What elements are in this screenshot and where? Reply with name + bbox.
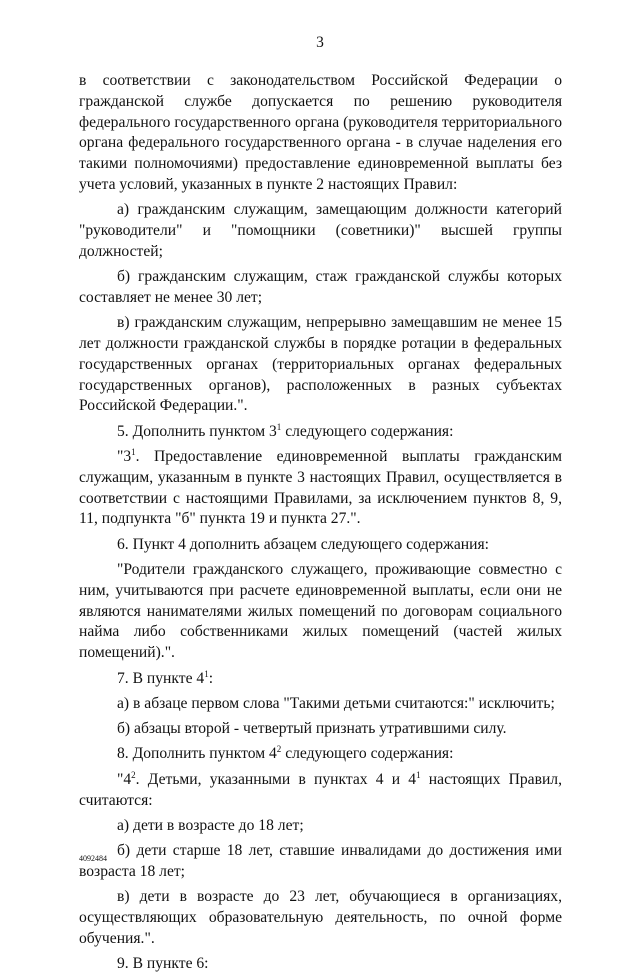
paragraph xyxy=(79,71,562,196)
paragraph-text: "Родители гражданского служащего, проживающие совместно с ним, учитываются при расчете единовременной выплаты, если они не являются нанимателями жилых помещений по договорам социального найма либо собственниками жилых помещений (частей жилых помещений).". xyxy=(79,561,562,662)
paragraph xyxy=(79,841,562,883)
paragraph-text: в) гражданским служащим, непрерывно замещавшим не менее 15 лет должности гражданской службы в порядке ротации в федеральных государственных органах (территориальных органах федеральных государственных органов), расположенных в разных субъектах Российской Федерации.". xyxy=(79,314,562,415)
superscript: 1 xyxy=(204,668,209,679)
paragraph xyxy=(79,447,562,530)
paragraph-text: б) абзацы второй - четвертый признать утратившими силу. xyxy=(117,720,507,738)
paragraph xyxy=(79,887,562,949)
paragraph xyxy=(79,954,562,975)
paragraph-text: а) в абзаце первом слова "Такими детьми считаются:" исключить; xyxy=(117,694,555,712)
paragraph xyxy=(79,770,562,812)
paragraph-text: "3 xyxy=(117,448,132,466)
paragraph-text: в соответствии с законодательством Российской Федерации о гражданской службе допускается по решению руководителя федерального государственного органа (руководителя территориального органа федерального государственного органа - в случае наделения его такими полномочиями) предоставление единовременной выплаты без учета условий, указанных в пункте 2 настоящих Правил: xyxy=(79,72,562,193)
paragraph-text: 9. В пункте 6: xyxy=(117,955,209,973)
superscript: 1 xyxy=(131,447,136,458)
paragraph xyxy=(79,200,562,262)
paragraph xyxy=(79,422,562,443)
document-code: 4092484 xyxy=(79,854,107,863)
superscript: 1 xyxy=(276,421,282,432)
paragraph xyxy=(79,267,562,309)
paragraph xyxy=(79,535,562,556)
paragraph-text: следующего содержания: xyxy=(281,745,454,763)
paragraph xyxy=(79,669,562,690)
paragraph-text: б) дети старше 18 лет, ставшие инвалидами до достижения ими возраста 18 лет; xyxy=(79,842,562,880)
paragraph-text: . Детьми, указанными в пунктах 4 и 4 xyxy=(135,770,417,788)
paragraph-text: 6. Пункт 4 дополнить абзацем следующего содержания: xyxy=(117,535,489,553)
paragraph-text: 8. Дополнить пунктом 4 xyxy=(117,745,277,763)
paragraph-text: настоящих Правил, считаются: xyxy=(79,770,562,809)
paragraph-text: в) дети в возрасте до 23 лет, обучающиеся в организациях, осуществляющих образовательную деятельность, по очной форме обучения.". xyxy=(79,888,562,947)
paragraph-text: : xyxy=(208,669,214,687)
superscript: 2 xyxy=(131,769,136,780)
paragraph-text: . Предоставление единовременной выплаты гражданским служащим, указанным в пункте 3 настоящих Правил, осуществляется в соответствии с настоящими Правилами, за исключением пунктов 8, 9, 11, подпункта "б" пункта 19 и пункта 27.". xyxy=(79,448,562,528)
paragraph xyxy=(79,694,562,715)
paragraph-text: "4 xyxy=(117,770,132,788)
paragraph-text: следующего содержания: xyxy=(281,422,454,440)
paragraph-text: 5. Дополнить пунктом 3 xyxy=(117,422,277,440)
paragraph-text: б) гражданским служащим, стаж гражданской службы которых составляет не менее 30 лет; xyxy=(79,268,562,306)
paragraph-text: 7. В пункте 4 xyxy=(117,669,205,687)
superscript: 2 xyxy=(276,744,282,755)
paragraph xyxy=(79,560,562,664)
paragraph xyxy=(79,719,562,740)
paragraph xyxy=(79,816,562,837)
paragraph-text: а) гражданским служащим, замещающим должности категорий "руководители" и "помощники (советники)" высшей группы должностей; xyxy=(79,201,562,260)
document-body xyxy=(79,71,562,975)
paragraph xyxy=(79,744,562,765)
paragraph xyxy=(79,313,562,417)
paragraph-text: а) дети в возрасте до 18 лет; xyxy=(117,816,304,834)
superscript: 1 xyxy=(416,769,421,780)
page-number: 3 xyxy=(316,34,324,51)
